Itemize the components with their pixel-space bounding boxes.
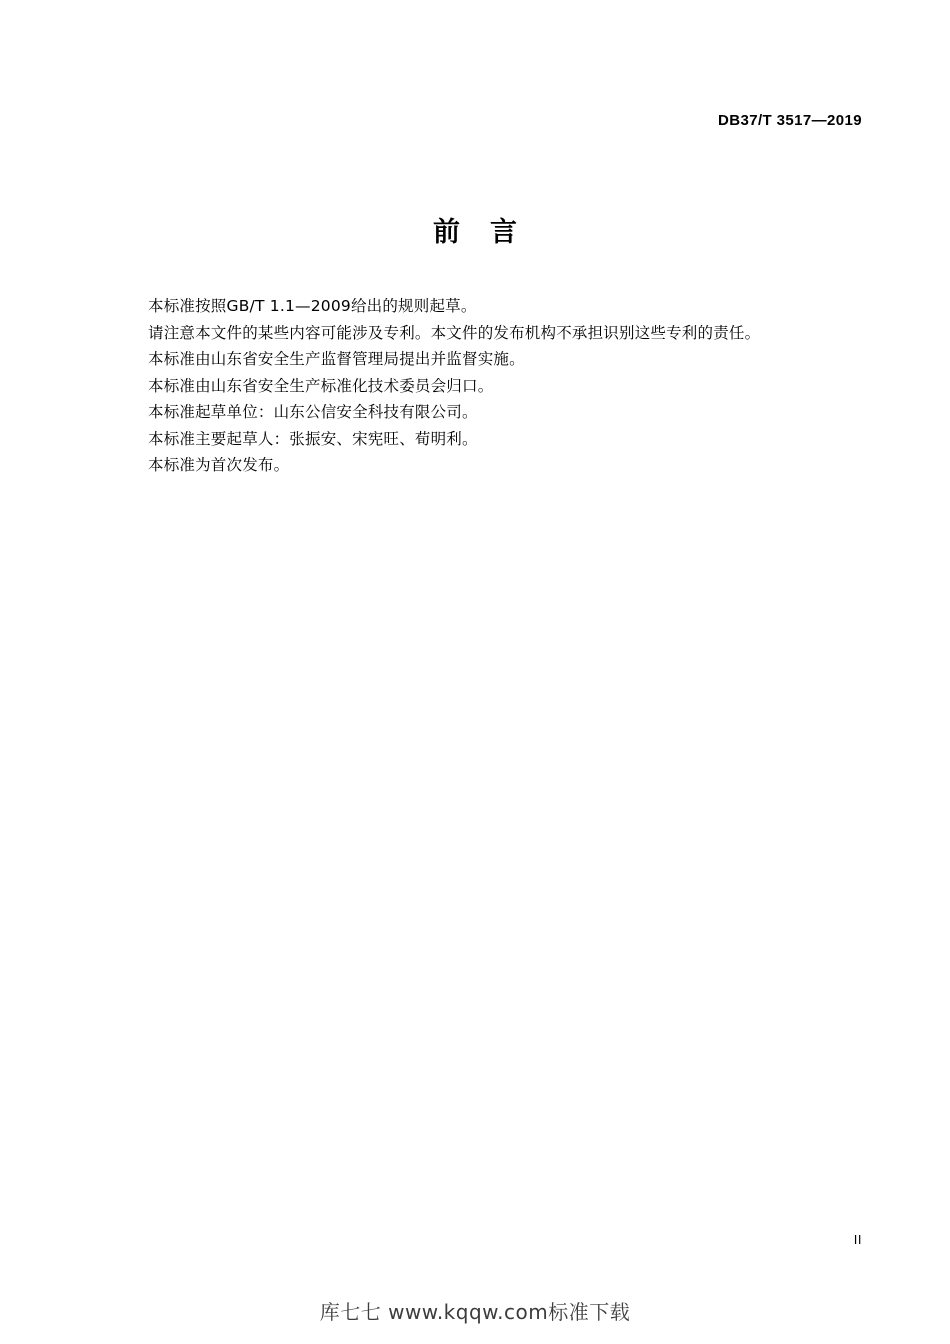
page-title: 前言 (433, 217, 547, 248)
foreword-line: 本标准按照GB/T 1.1—2009给出的规则起草。 (148, 297, 477, 315)
foreword-line: 请注意本文件的某些内容可能涉及专利。本文件的发布机构不承担识别这些专利的责任。 (148, 323, 761, 342)
foreword-body (148, 293, 828, 479)
foreword-line: 本标准由山东省安全生产标准化技术委员会归口。 (148, 376, 494, 395)
foreword-line: 本标准为首次发布。 (148, 456, 290, 474)
foreword-line: 本标准由山东省安全生产监督管理局提出并监督实施。 (148, 350, 525, 368)
page-number: II (853, 1232, 862, 1247)
foreword-line: 本标准起草单位：山东公信安全科技有限公司。 (148, 403, 478, 421)
page-header-standard-number: DB37/T 3517—2019 (718, 112, 862, 129)
foreword-line: 本标准主要起草人：张振安、宋宪旺、荀明利。 (148, 429, 478, 448)
watermark-text: 库七七 www.kqqw.com标准下载 (319, 1300, 631, 1324)
